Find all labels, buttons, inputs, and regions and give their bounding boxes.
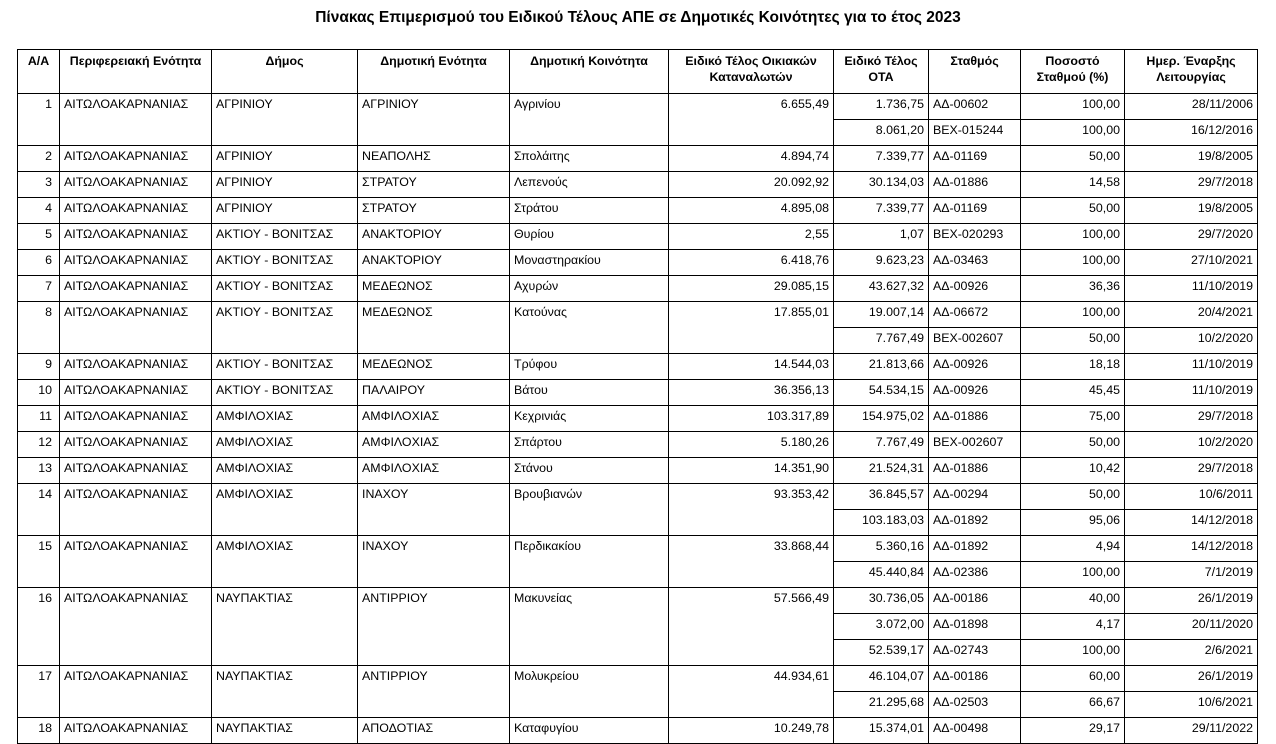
- cell-start-date: 11/10/2019: [1125, 276, 1258, 302]
- cell-start-date: 7/1/2019: [1125, 562, 1258, 588]
- cell-municipality: ΑΜΦΙΛΟΧΙΑΣ: [212, 406, 358, 432]
- cell-aa: 14: [18, 484, 60, 536]
- cell-ota-fee: 5.360,16: [834, 536, 929, 562]
- cell-ota-fee: 7.767,49: [834, 432, 929, 458]
- cell-municipal-unit: ΑΝΑΚΤΟΡΙΟΥ: [358, 250, 510, 276]
- page-title: Πίνακας Επιμερισμού του Ειδικού Τέλους ΑΠΕ σε Δημοτικές Κοινότητες για το έτος 2023: [315, 9, 961, 26]
- cell-regional-unit: ΑΙΤΩΛΟΑΚΑΡΝΑΝΙΑΣ: [60, 354, 212, 380]
- cell-ota-fee: 1,07: [834, 224, 929, 250]
- cell-regional-unit: ΑΙΤΩΛΟΑΚΑΡΝΑΝΙΑΣ: [60, 172, 212, 198]
- cell-community: Θυρίου: [510, 224, 669, 250]
- cell-household-fee: 44.934,61: [669, 666, 834, 718]
- table-row: [18, 406, 1258, 432]
- cell-start-date: 29/7/2018: [1125, 458, 1258, 484]
- cell-aa: 5: [18, 224, 60, 250]
- header-start-date: Ημερ. Έναρξης Λειτουργίας: [1125, 50, 1258, 94]
- cell-ota-fee: 19.007,14: [834, 302, 929, 328]
- cell-station: ΑΔ-01886: [929, 406, 1021, 432]
- cell-station: ΑΔ-02503: [929, 692, 1021, 718]
- cell-start-date: 2/6/2021: [1125, 640, 1258, 666]
- cell-municipality: ΑΓΡΙΝΙΟΥ: [212, 94, 358, 146]
- cell-station-percent: 100,00: [1021, 120, 1125, 146]
- cell-community: Λεπενούς: [510, 172, 669, 198]
- allocation-table: [17, 49, 1258, 744]
- cell-ota-fee: 52.539,17: [834, 640, 929, 666]
- cell-community: Κατούνας: [510, 302, 669, 354]
- cell-start-date: 10/6/2011: [1125, 484, 1258, 510]
- header-municipal-unit: Δημοτική Ενότητα: [358, 50, 510, 94]
- cell-aa: 15: [18, 536, 60, 588]
- cell-municipality: ΑΚΤΙΟΥ - ΒΟΝΙΤΣΑΣ: [212, 224, 358, 250]
- cell-station-percent: 50,00: [1021, 146, 1125, 172]
- cell-community: Στράτου: [510, 198, 669, 224]
- cell-community: Στάνου: [510, 458, 669, 484]
- cell-community: Αγρινίου: [510, 94, 669, 146]
- cell-community: Τρύφου: [510, 354, 669, 380]
- cell-household-fee: 6.418,76: [669, 250, 834, 276]
- cell-station: ΑΔ-00926: [929, 276, 1021, 302]
- cell-station: ΑΔ-01886: [929, 172, 1021, 198]
- cell-municipality: ΑΓΡΙΝΙΟΥ: [212, 198, 358, 224]
- cell-ota-fee: 30.134,03: [834, 172, 929, 198]
- cell-household-fee: 4.894,74: [669, 146, 834, 172]
- cell-start-date: 29/11/2022: [1125, 718, 1258, 744]
- cell-start-date: 29/7/2018: [1125, 172, 1258, 198]
- table-row: [18, 380, 1258, 406]
- cell-regional-unit: ΑΙΤΩΛΟΑΚΑΡΝΑΝΙΑΣ: [60, 484, 212, 536]
- cell-station-percent: 100,00: [1021, 302, 1125, 328]
- cell-regional-unit: ΑΙΤΩΛΟΑΚΑΡΝΑΝΙΑΣ: [60, 94, 212, 146]
- table-row: [18, 354, 1258, 380]
- cell-ota-fee: 21.524,31: [834, 458, 929, 484]
- cell-station: ΑΔ-00186: [929, 666, 1021, 692]
- cell-start-date: 26/1/2019: [1125, 666, 1258, 692]
- cell-start-date: 10/6/2021: [1125, 692, 1258, 718]
- cell-station-percent: 66,67: [1021, 692, 1125, 718]
- table-row: [18, 276, 1258, 302]
- cell-household-fee: 20.092,92: [669, 172, 834, 198]
- cell-community: Περδικακίου: [510, 536, 669, 588]
- cell-community: Μολυκρείου: [510, 666, 669, 718]
- cell-station: ΑΔ-01169: [929, 198, 1021, 224]
- cell-station-percent: 100,00: [1021, 250, 1125, 276]
- cell-household-fee: 33.868,44: [669, 536, 834, 588]
- cell-station: ΑΔ-01892: [929, 510, 1021, 536]
- cell-municipal-unit: ΑΠΟΔΟΤΙΑΣ: [358, 718, 510, 744]
- cell-community: Βρουβιανών: [510, 484, 669, 536]
- cell-start-date: 10/2/2020: [1125, 328, 1258, 354]
- cell-municipality: ΝΑΥΠΑΚΤΙΑΣ: [212, 588, 358, 666]
- cell-station-percent: 10,42: [1021, 458, 1125, 484]
- cell-household-fee: 14.544,03: [669, 354, 834, 380]
- cell-regional-unit: ΑΙΤΩΛΟΑΚΑΡΝΑΝΙΑΣ: [60, 718, 212, 744]
- cell-household-fee: 14.351,90: [669, 458, 834, 484]
- cell-station: ΒΕΧ-015244: [929, 120, 1021, 146]
- cell-station-percent: 36,36: [1021, 276, 1125, 302]
- cell-ota-fee: 45.440,84: [834, 562, 929, 588]
- table-row: [18, 250, 1258, 276]
- cell-household-fee: 29.085,15: [669, 276, 834, 302]
- cell-start-date: 20/4/2021: [1125, 302, 1258, 328]
- table-row: [18, 198, 1258, 224]
- header-household-fee: Ειδικό Τέλος Οικιακών Καταναλωτών: [669, 50, 834, 94]
- cell-station: ΑΔ-00926: [929, 380, 1021, 406]
- cell-station-percent: 4,94: [1021, 536, 1125, 562]
- cell-station: ΑΔ-00294: [929, 484, 1021, 510]
- cell-station-percent: 100,00: [1021, 224, 1125, 250]
- cell-regional-unit: ΑΙΤΩΛΟΑΚΑΡΝΑΝΙΑΣ: [60, 302, 212, 354]
- cell-aa: 18: [18, 718, 60, 744]
- cell-station-percent: 45,45: [1021, 380, 1125, 406]
- cell-municipality: ΑΜΦΙΛΟΧΙΑΣ: [212, 432, 358, 458]
- cell-regional-unit: ΑΙΤΩΛΟΑΚΑΡΝΑΝΙΑΣ: [60, 276, 212, 302]
- cell-community: Καταφυγίου: [510, 718, 669, 744]
- cell-community: Βάτου: [510, 380, 669, 406]
- cell-household-fee: 6.655,49: [669, 94, 834, 146]
- cell-ota-fee: 7.339,77: [834, 198, 929, 224]
- table-row: [18, 302, 1258, 328]
- cell-aa: 4: [18, 198, 60, 224]
- cell-municipal-unit: ΑΝΑΚΤΟΡΙΟΥ: [358, 224, 510, 250]
- cell-household-fee: 4.895,08: [669, 198, 834, 224]
- cell-ota-fee: 54.534,15: [834, 380, 929, 406]
- cell-regional-unit: ΑΙΤΩΛΟΑΚΑΡΝΑΝΙΑΣ: [60, 432, 212, 458]
- cell-municipality: ΝΑΥΠΑΚΤΙΑΣ: [212, 718, 358, 744]
- cell-station-percent: 75,00: [1021, 406, 1125, 432]
- table-row: [18, 94, 1258, 120]
- cell-household-fee: 36.356,13: [669, 380, 834, 406]
- cell-station-percent: 100,00: [1021, 94, 1125, 120]
- table-row: [18, 432, 1258, 458]
- cell-household-fee: 93.353,42: [669, 484, 834, 536]
- cell-ota-fee: 43.627,32: [834, 276, 929, 302]
- cell-community: Σπολάιτης: [510, 146, 669, 172]
- cell-regional-unit: ΑΙΤΩΛΟΑΚΑΡΝΑΝΙΑΣ: [60, 198, 212, 224]
- cell-community: Αχυρών: [510, 276, 669, 302]
- cell-ota-fee: 8.061,20: [834, 120, 929, 146]
- cell-ota-fee: 15.374,01: [834, 718, 929, 744]
- cell-household-fee: 10.249,78: [669, 718, 834, 744]
- cell-aa: 12: [18, 432, 60, 458]
- cell-municipality: ΑΚΤΙΟΥ - ΒΟΝΙΤΣΑΣ: [212, 250, 358, 276]
- cell-municipal-unit: ΑΜΦΙΛΟΧΙΑΣ: [358, 406, 510, 432]
- cell-regional-unit: ΑΙΤΩΛΟΑΚΑΡΝΑΝΙΑΣ: [60, 224, 212, 250]
- cell-station: ΑΔ-00926: [929, 354, 1021, 380]
- cell-municipal-unit: ΣΤΡΑΤΟΥ: [358, 172, 510, 198]
- cell-start-date: 29/7/2020: [1125, 224, 1258, 250]
- cell-station-percent: 100,00: [1021, 562, 1125, 588]
- cell-aa: 11: [18, 406, 60, 432]
- cell-start-date: 19/8/2005: [1125, 146, 1258, 172]
- cell-municipality: ΑΓΡΙΝΙΟΥ: [212, 146, 358, 172]
- cell-station-percent: 50,00: [1021, 432, 1125, 458]
- cell-municipality: ΑΚΤΙΟΥ - ΒΟΝΙΤΣΑΣ: [212, 380, 358, 406]
- cell-ota-fee: 3.072,00: [834, 614, 929, 640]
- cell-regional-unit: ΑΙΤΩΛΟΑΚΑΡΝΑΝΙΑΣ: [60, 380, 212, 406]
- cell-station-percent: 100,00: [1021, 640, 1125, 666]
- cell-station: ΑΔ-01886: [929, 458, 1021, 484]
- cell-start-date: 27/10/2021: [1125, 250, 1258, 276]
- cell-municipality: ΑΜΦΙΛΟΧΙΑΣ: [212, 536, 358, 588]
- cell-municipality: ΑΚΤΙΟΥ - ΒΟΝΙΤΣΑΣ: [212, 354, 358, 380]
- cell-station-percent: 95,06: [1021, 510, 1125, 536]
- cell-station: ΑΔ-06672: [929, 302, 1021, 328]
- cell-start-date: 11/10/2019: [1125, 380, 1258, 406]
- cell-community: Σπάρτου: [510, 432, 669, 458]
- table-row: [18, 146, 1258, 172]
- cell-municipal-unit: ΣΤΡΑΤΟΥ: [358, 198, 510, 224]
- cell-ota-fee: 21.813,66: [834, 354, 929, 380]
- header-station: Σταθμός: [929, 50, 1021, 94]
- cell-municipal-unit: ΑΓΡΙΝΙΟΥ: [358, 94, 510, 146]
- cell-aa: 9: [18, 354, 60, 380]
- table-row: [18, 484, 1258, 510]
- header-station-percent: Ποσοστό Σταθμού (%): [1021, 50, 1125, 94]
- cell-station-percent: 50,00: [1021, 328, 1125, 354]
- cell-municipality: ΑΓΡΙΝΙΟΥ: [212, 172, 358, 198]
- header-aa: Α/Α: [18, 50, 60, 94]
- cell-regional-unit: ΑΙΤΩΛΟΑΚΑΡΝΑΝΙΑΣ: [60, 536, 212, 588]
- cell-station-percent: 60,00: [1021, 666, 1125, 692]
- cell-ota-fee: 30.736,05: [834, 588, 929, 614]
- cell-community: Μοναστηρακίου: [510, 250, 669, 276]
- cell-aa: 10: [18, 380, 60, 406]
- header-ota-fee: Ειδικό Τέλος ΟΤΑ: [834, 50, 929, 94]
- cell-municipal-unit: ΑΜΦΙΛΟΧΙΑΣ: [358, 458, 510, 484]
- cell-station-percent: 29,17: [1021, 718, 1125, 744]
- cell-municipal-unit: ΠΑΛΑΙΡΟΥ: [358, 380, 510, 406]
- cell-station: ΒΕΧ-020293: [929, 224, 1021, 250]
- cell-aa: 16: [18, 588, 60, 666]
- cell-ota-fee: 36.845,57: [834, 484, 929, 510]
- table-row: [18, 536, 1258, 562]
- cell-start-date: 20/11/2020: [1125, 614, 1258, 640]
- cell-municipality: ΝΑΥΠΑΚΤΙΑΣ: [212, 666, 358, 718]
- cell-station: ΒΕΧ-002607: [929, 432, 1021, 458]
- cell-regional-unit: ΑΙΤΩΛΟΑΚΑΡΝΑΝΙΑΣ: [60, 146, 212, 172]
- cell-station-percent: 50,00: [1021, 484, 1125, 510]
- cell-municipal-unit: ΑΝΤΙΡΡΙΟΥ: [358, 588, 510, 666]
- cell-aa: 13: [18, 458, 60, 484]
- cell-station: ΑΔ-02386: [929, 562, 1021, 588]
- cell-municipal-unit: ΑΜΦΙΛΟΧΙΑΣ: [358, 432, 510, 458]
- cell-aa: 6: [18, 250, 60, 276]
- cell-municipal-unit: ΜΕΔΕΩΝΟΣ: [358, 276, 510, 302]
- cell-station: ΒΕΧ-002607: [929, 328, 1021, 354]
- cell-station: ΑΔ-00498: [929, 718, 1021, 744]
- cell-household-fee: 57.566,49: [669, 588, 834, 666]
- cell-station: ΑΔ-03463: [929, 250, 1021, 276]
- cell-station-percent: 40,00: [1021, 588, 1125, 614]
- cell-station-percent: 50,00: [1021, 198, 1125, 224]
- cell-start-date: 14/12/2018: [1125, 510, 1258, 536]
- cell-municipal-unit: ΜΕΔΕΩΝΟΣ: [358, 354, 510, 380]
- table-row: [18, 718, 1258, 744]
- header-regional-unit: Περιφερειακή Ενότητα: [60, 50, 212, 94]
- table-row: [18, 588, 1258, 614]
- table-row: [18, 224, 1258, 250]
- cell-station: ΑΔ-01169: [929, 146, 1021, 172]
- cell-household-fee: 2,55: [669, 224, 834, 250]
- cell-municipal-unit: ΙΝΑΧΟΥ: [358, 536, 510, 588]
- cell-start-date: 28/11/2006: [1125, 94, 1258, 120]
- cell-ota-fee: 7.339,77: [834, 146, 929, 172]
- cell-ota-fee: 1.736,75: [834, 94, 929, 120]
- cell-community: Μακυνείας: [510, 588, 669, 666]
- header-community: Δημοτική Κοινότητα: [510, 50, 669, 94]
- cell-start-date: 10/2/2020: [1125, 432, 1258, 458]
- cell-station-percent: 14,58: [1021, 172, 1125, 198]
- cell-start-date: 16/12/2016: [1125, 120, 1258, 146]
- cell-station: ΑΔ-00186: [929, 588, 1021, 614]
- cell-municipal-unit: ΝΕΑΠΟΛΗΣ: [358, 146, 510, 172]
- cell-aa: 2: [18, 146, 60, 172]
- table-row: [18, 458, 1258, 484]
- cell-regional-unit: ΑΙΤΩΛΟΑΚΑΡΝΑΝΙΑΣ: [60, 458, 212, 484]
- cell-household-fee: 103.317,89: [669, 406, 834, 432]
- cell-ota-fee: 21.295,68: [834, 692, 929, 718]
- cell-municipality: ΑΜΦΙΛΟΧΙΑΣ: [212, 458, 358, 484]
- cell-aa: 8: [18, 302, 60, 354]
- cell-ota-fee: 9.623,23: [834, 250, 929, 276]
- cell-station: ΑΔ-01892: [929, 536, 1021, 562]
- cell-aa: 3: [18, 172, 60, 198]
- cell-household-fee: 17.855,01: [669, 302, 834, 354]
- cell-municipality: ΑΜΦΙΛΟΧΙΑΣ: [212, 484, 358, 536]
- cell-municipal-unit: ΑΝΤΙΡΡΙΟΥ: [358, 666, 510, 718]
- cell-community: Κεχρινιάς: [510, 406, 669, 432]
- cell-start-date: 26/1/2019: [1125, 588, 1258, 614]
- cell-ota-fee: 154.975,02: [834, 406, 929, 432]
- cell-ota-fee: 7.767,49: [834, 328, 929, 354]
- cell-station-percent: 18,18: [1021, 354, 1125, 380]
- cell-station: ΑΔ-00602: [929, 94, 1021, 120]
- cell-regional-unit: ΑΙΤΩΛΟΑΚΑΡΝΑΝΙΑΣ: [60, 588, 212, 666]
- cell-municipality: ΑΚΤΙΟΥ - ΒΟΝΙΤΣΑΣ: [212, 276, 358, 302]
- cell-start-date: 14/12/2018: [1125, 536, 1258, 562]
- cell-station-percent: 4,17: [1021, 614, 1125, 640]
- cell-station: ΑΔ-02743: [929, 640, 1021, 666]
- header-municipality: Δήμος: [212, 50, 358, 94]
- table-row: [18, 172, 1258, 198]
- cell-station: ΑΔ-01898: [929, 614, 1021, 640]
- cell-start-date: 29/7/2018: [1125, 406, 1258, 432]
- cell-aa: 17: [18, 666, 60, 718]
- cell-regional-unit: ΑΙΤΩΛΟΑΚΑΡΝΑΝΙΑΣ: [60, 250, 212, 276]
- cell-ota-fee: 46.104,07: [834, 666, 929, 692]
- cell-regional-unit: ΑΙΤΩΛΟΑΚΑΡΝΑΝΙΑΣ: [60, 406, 212, 432]
- cell-aa: 1: [18, 94, 60, 146]
- cell-regional-unit: ΑΙΤΩΛΟΑΚΑΡΝΑΝΙΑΣ: [60, 666, 212, 718]
- cell-start-date: 11/10/2019: [1125, 354, 1258, 380]
- cell-ota-fee: 103.183,03: [834, 510, 929, 536]
- cell-start-date: 19/8/2005: [1125, 198, 1258, 224]
- table-row: [18, 666, 1258, 692]
- cell-household-fee: 5.180,26: [669, 432, 834, 458]
- cell-municipal-unit: ΙΝΑΧΟΥ: [358, 484, 510, 536]
- cell-aa: 7: [18, 276, 60, 302]
- table-header-row: [18, 50, 1258, 94]
- cell-municipality: ΑΚΤΙΟΥ - ΒΟΝΙΤΣΑΣ: [212, 302, 358, 354]
- cell-municipal-unit: ΜΕΔΕΩΝΟΣ: [358, 302, 510, 354]
